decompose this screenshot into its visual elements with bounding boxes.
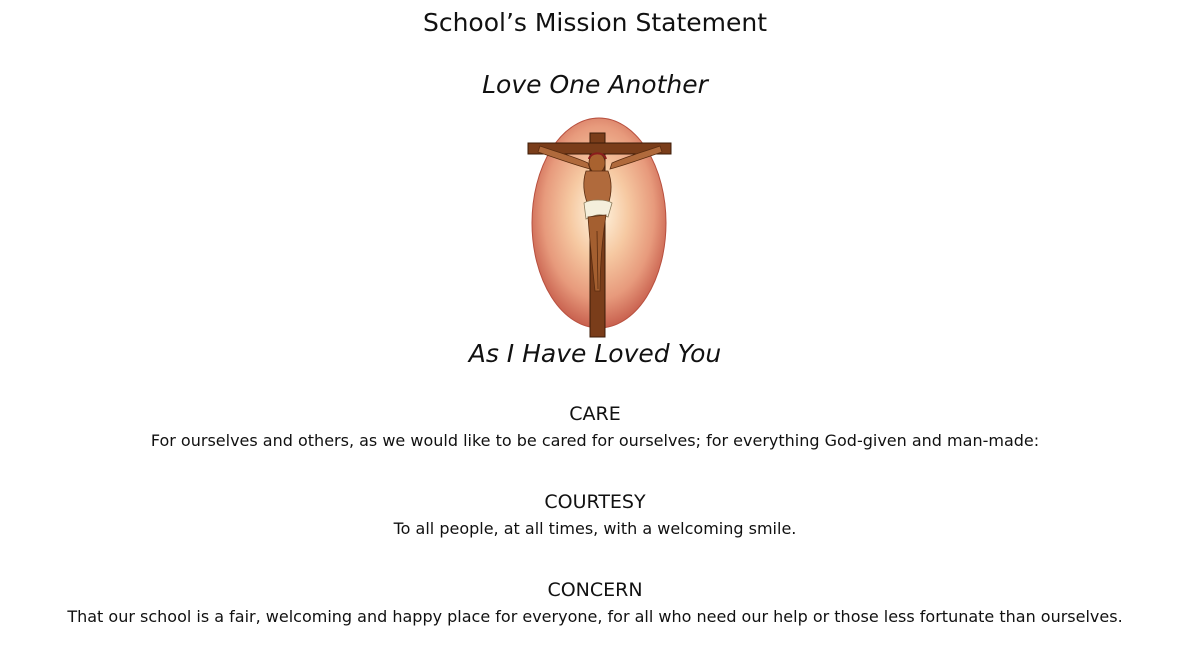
crucifix-icon (520, 113, 680, 338)
section-text-concern: That our school is a fair, welcoming and happy place for everyone, for all who need our help or those less fortunate than ourselves. (67, 607, 1123, 626)
motto-bottom: As I Have Loved You (468, 339, 722, 368)
section-text-courtesy: To all people, at all times, with a welcoming smile. (393, 519, 797, 538)
section-heading-courtesy: COURTESY (544, 491, 646, 513)
section-heading-concern: CONCERN (547, 579, 643, 601)
section-heading-care: CARE (569, 403, 621, 425)
page-title: School’s Mission Statement (422, 8, 768, 37)
motto-top: Love One Another (482, 70, 708, 99)
section-text-care: For ourselves and others, as we would like to be cared for ourselves; for everything God-given and man-made: (150, 431, 1040, 450)
